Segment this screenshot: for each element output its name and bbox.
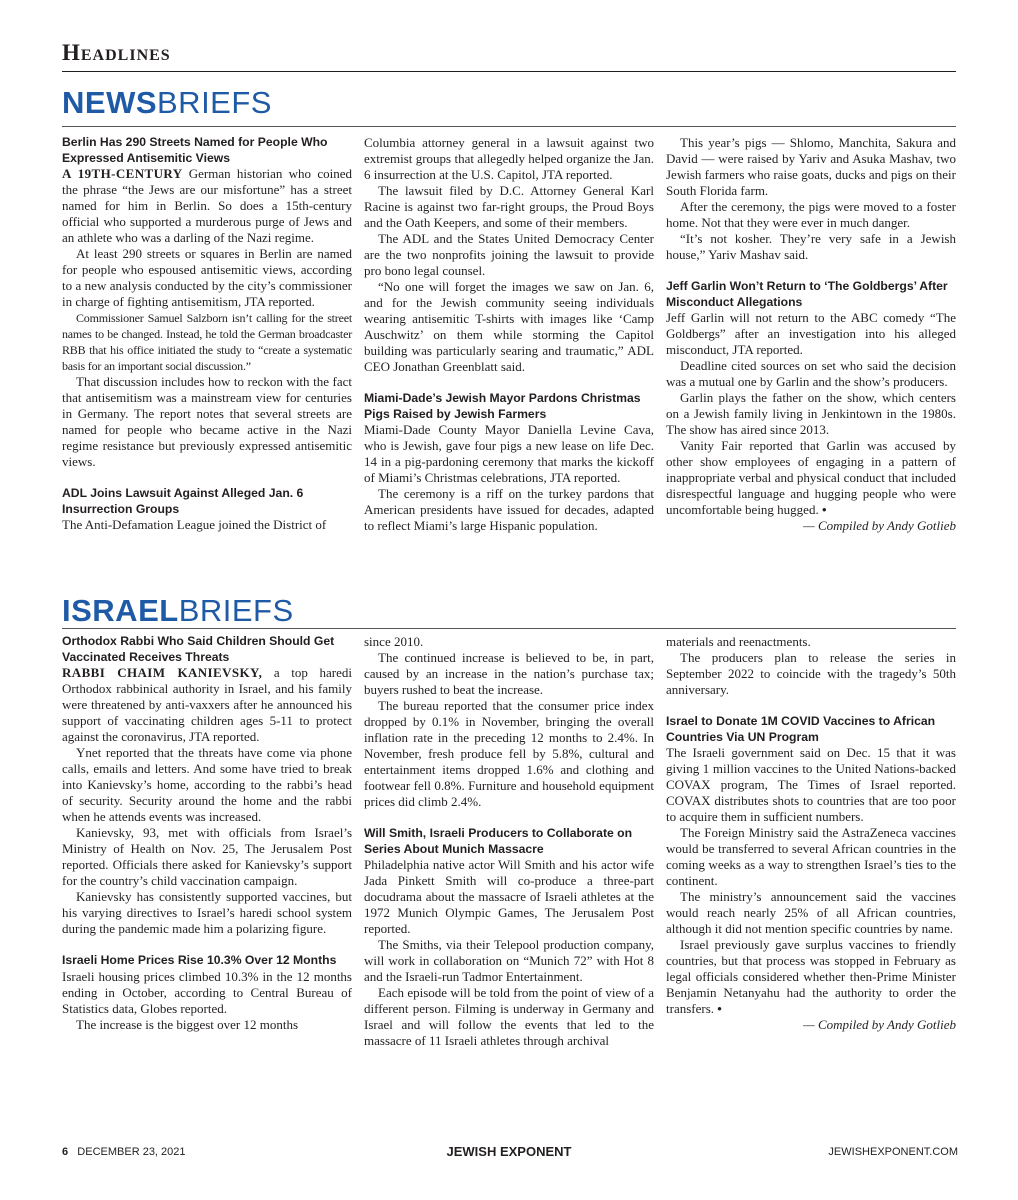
article-paragraph: Garlin plays the father on the show, which centers on a Jewish family living in Jenkintown in the 1980s. The show has aired since 2013. [666, 390, 956, 437]
paragraph-text: German historian who coined the phrase “the Jews are our misfortune” has a street named for him in Berlin. So does a 15th-century official who supported a murderous purge of Jews and an athlete who was a darling of the Nazi regime. [62, 166, 352, 245]
paragraph-text: a top haredi Orthodox rabbinical authority in Israel, and his family were threatened by anti-vaxxers after he announced his support of vaccinating children ages 5-11 to protect against the coronavirus, JTA reported. [62, 665, 352, 744]
article-headline: ADL Joins Lawsuit Against Alleged Jan. 6 Insurrection Groups [62, 486, 304, 516]
article-paragraph [62, 166, 352, 246]
israel-column-1 [62, 634, 352, 1033]
article-paragraph: Kanievsky, 93, met with officials from Israel’s Ministry of Health on Nov. 25, The Jerusalem Post reported. Officials there asked for Kanievsky’s support for the country’s child vaccination campaign. [62, 825, 352, 888]
israel-title-bold: ISRAEL [62, 593, 179, 628]
article-paragraph: The lawsuit filed by D.C. Attorney General Karl Racine is against two far-right groups, the Proud Boys and the Oath Keepers, and some of their members. [364, 183, 654, 230]
end-mark: • [818, 502, 827, 517]
news-title-light: BRIEFS [157, 85, 272, 120]
article-paragraph: Miami-Dade County Mayor Daniella Levine Cava, who is Jewish, gave four pigs a new lease on life Dec. 14 in a pig-pardoning ceremony that marks the kickoff of Miami’s Christmas celebrations, JTA reported. [364, 422, 654, 485]
article-paragraph: At least 290 streets or squares in Berlin are named for people who espoused antisemitic views, according to a new analysis conducted by the city’s commissioner in charge of fighting antisemitism, JTA reported. [62, 246, 352, 309]
end-mark: • [714, 1001, 722, 1016]
article-paragraph [62, 665, 352, 745]
article-paragraph: This year’s pigs — Shlomo, Manchita, Sakura and David — were raised by Yariv and Asuka Mashav, two Jewish farmers who raise goats, ducks and pigs on their South Florida farm. [666, 135, 956, 198]
footer-right [828, 1146, 958, 1158]
article-paragraph: That discussion includes how to reckon with the fact that antisemitism was a mainstream view for centuries in Germany. The report notes that several streets are named for people who became active in the Nazi regime resistance but previously expressed antisemitic views. [62, 374, 352, 469]
article-paragraph: The producers plan to release the series in September 2022 to coincide with the tragedy’s 50th anniversary. [666, 650, 956, 697]
news-column-2 [364, 135, 654, 534]
article-headline: Israel to Donate 1M COVID Vaccines to African Countries Via UN Program [666, 714, 936, 744]
article-paragraph: Columbia attorney general in a lawsuit against two extremist groups that allegedly helped organize the Jan. 6 insurrection at the U.S. Capitol, JTA reported. [364, 135, 654, 182]
israel-column-2 [364, 634, 654, 1049]
article-paragraph: Jeff Garlin will not return to the ABC comedy “The Goldbergs” after an investigation into his alleged misconduct, JTA reported. [666, 310, 956, 357]
article-headline: Miami-Dade’s Jewish Mayor Pardons Christmas Pigs Raised by Jewish Farmers [364, 391, 641, 421]
page-number: 6 [62, 1146, 69, 1158]
article-paragraph: The Foreign Ministry said the AstraZeneca vaccines would be transferred to several African countries in the coming weeks as a way to strengthen Israel’s ties to the continent. [666, 825, 956, 888]
article-paragraph: since 2010. [364, 634, 424, 649]
news-briefs-heading [62, 86, 272, 120]
article-headline: Jeff Garlin Won’t Return to ‘The Goldbergs’ After Misconduct Allegations [666, 279, 948, 309]
news-title-bold: NEWS [62, 85, 157, 120]
lead-in: A 19TH-CENTURY [62, 166, 183, 181]
byline: — Compiled by Andy Gotlieb [803, 1017, 956, 1032]
article-paragraph: The Anti-Defamation League joined the District of [62, 517, 327, 532]
article-paragraph: Kanievsky has consistently supported vaccines, but his varying directives to Israel’s haredi school system during the pandemic made him a polarizing figure. [62, 889, 352, 936]
article-paragraph [666, 438, 956, 518]
article-headline: Orthodox Rabbi Who Said Children Should Get Vaccinated Receives Threats [62, 634, 335, 664]
article-headline: Berlin Has 290 Streets Named for People Who Expressed Antisemitic Views [62, 135, 328, 165]
article-paragraph: Deadline cited sources on set who said the decision was a mutual one by Garlin and the show’s producers. [666, 358, 956, 389]
article-paragraph [666, 937, 956, 1017]
article-paragraph: “It’s not kosher. They’re very safe in a Jewish house,” Yariv Mashav said. [666, 231, 956, 262]
article-headline: Will Smith, Israeli Producers to Collaborate on Series About Munich Massacre [364, 826, 633, 856]
article-headline: Israeli Home Prices Rise 10.3% Over 12 Months [62, 953, 337, 967]
israel-column-3 [666, 634, 956, 1033]
section-label: Headlines [62, 40, 171, 65]
article-paragraph: Philadelphia native actor Will Smith and his actor wife Jada Pinkett Smith will co-produce a three-part docudrama about the massacre of Israeli athletes at the 1972 Munich Olympic Games, The Jerusalem Post reported. [364, 857, 654, 936]
article-paragraph: Each episode will be told from the point of view of a different person. Filming is underway in Germany and Israel and will follow the events that led to the massacre of 11 Israeli athletes through archival [364, 985, 654, 1048]
article-paragraph: The ministry’s announcement said the vaccines would reach nearly 25% of all African countries, although it did not mention specific countries by name. [666, 889, 956, 936]
news-column-1 [62, 135, 352, 533]
paragraph-text: Israel previously gave surplus vaccines to friendly countries, but that process was stopped in February as legal officials considered whether then-Prime Minister Benjamin Netanyahu had the authority to order the transfers. [666, 937, 956, 1016]
header-rule [62, 71, 956, 72]
article-paragraph: The bureau reported that the consumer price index dropped by 0.1% in November, bringing the overall inflation rate in the preceding 12 months to 2.4%. In November, fresh produce fell by 5.8%, cultural and entertainment items dropped 1.6% and clothing and footwear fell 0.8%. Furniture and household equipment prices did climb 2.4%. [364, 698, 654, 809]
article-paragraph: The ceremony is a riff on the turkey pardons that American presidents have issued for decades, adapted to reflect Miami’s large Hispanic population. [364, 486, 654, 533]
israel-rule [62, 628, 956, 629]
website: JEWISHEXPONENT.COM [828, 1146, 958, 1158]
article-paragraph: Ynet reported that the threats have come via phone calls, emails and letters. And some have tried to break into Kanievsky’s home, according to the rabbi’s head of security. Security around the home and the rabbi when he attends events was increased. [62, 745, 352, 824]
article-paragraph: Commissioner Samuel Salzborn isn’t calling for the street names to be changed. Instead, he told the German broadcaster RBB that his office initiated the study to “create a systematic basis for an important social discussion.” [62, 311, 352, 373]
article-paragraph: The ADL and the States United Democracy Center are the two nonprofits joining the lawsuit to provide pro bono legal counsel. [364, 231, 654, 278]
israel-title-light: BRIEFS [178, 593, 294, 628]
article-paragraph: materials and reenactments. [666, 634, 811, 649]
publication-name: JEWISH EXPONENT [446, 1144, 572, 1159]
article-paragraph: The Smiths, via their Telepool production company, will work in collaboration on “Munich 72” with Hot 8 and the Israeli-run Tadmor Entertainment. [364, 937, 654, 984]
lead-in: RABBI CHAIM KANIEVSKY, [62, 665, 263, 680]
news-column-3 [666, 135, 956, 534]
israel-briefs-heading [62, 594, 294, 628]
article-paragraph: The Israeli government said on Dec. 15 that it was giving 1 million vaccines to the United Nations-backed COVAX program, The Times of Israel reported. COVAX distributes shots to countries that are too poor to acquire them in sufficient numbers. [666, 745, 956, 824]
article-paragraph: The continued increase is believed to be, in part, caused by an increase in the nation’s purchase tax; buyers rushed to beat the increase. [364, 650, 654, 697]
article-paragraph: The increase is the biggest over 12 months [76, 1016, 299, 1032]
byline: — Compiled by Andy Gotlieb [803, 518, 956, 533]
paragraph-text: Vanity Fair reported that Garlin was accused by other show employees of engaging in a pattern of inappropriate verbal and physical conduct that included disrespectful language and hugging people who were uncomfortable being hugged. [666, 438, 956, 517]
article-paragraph: Israeli housing prices climbed 10.3% in the 12 months ending in October, according to Central Bureau of Statistics data, Globes reported. [62, 968, 352, 1016]
article-paragraph: After the ceremony, the pigs were moved to a foster home. Not that they were ever in much danger. [666, 199, 956, 230]
issue-date: DECEMBER 23, 2021 [77, 1146, 186, 1158]
news-rule [62, 126, 956, 127]
article-paragraph: “No one will forget the images we saw on Jan. 6, and for the Jewish community seeing individuals wearing antisemitic T-shirts with images like ‘Camp Auschwitz’ on them while storming the Capitol building was particularly searing and traumatic,” ADL CEO Jonathan Greenblatt said. [364, 279, 654, 374]
